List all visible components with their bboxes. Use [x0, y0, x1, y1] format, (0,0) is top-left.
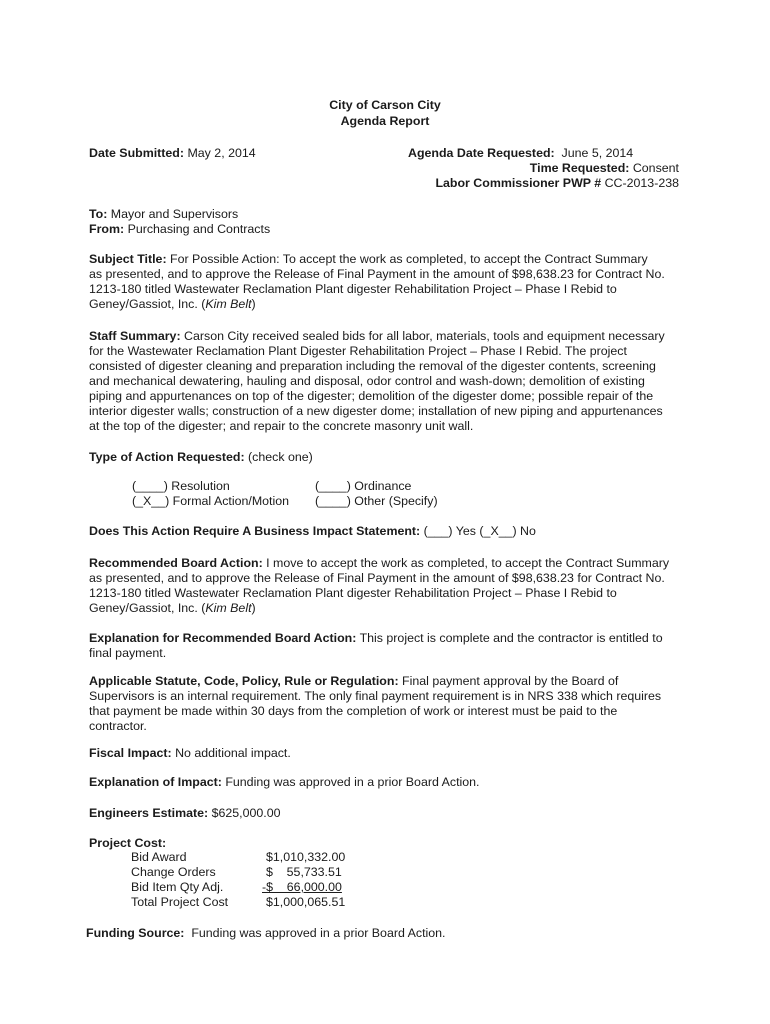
report-title: Agenda Report — [340, 114, 430, 128]
subject-line: Geney/Gassiot, Inc. (Kim Belt) — [89, 297, 256, 311]
subject-line: For Possible Action: To accept the work as completed, to accept the Contract Summary — [170, 252, 648, 266]
staff-summary-line: interior digester walls; construction of a new digester dome; installation of new piping and appurtenances — [89, 404, 663, 418]
explanation-board-label: Explanation for Recommended Board Action: — [89, 631, 357, 645]
cost-row-label: Bid Award — [131, 850, 187, 864]
action-type-hint: (check one) — [248, 450, 313, 464]
staff-summary-label: Staff Summary: — [89, 329, 181, 343]
to-label: To: — [89, 207, 108, 221]
statute-line: that payment be made within 30 days from the completion of work or interest must be paid to the — [89, 704, 618, 718]
business-impact-label: Does This Action Require A Business Impact Statement: — [89, 524, 421, 538]
statute-section — [89, 674, 689, 734]
statute-line: contractor. — [89, 719, 147, 733]
to-line — [89, 207, 238, 222]
impact-explanation — [89, 775, 480, 790]
cost-row-label: Change Orders — [131, 865, 216, 879]
recommended-action-section — [89, 556, 689, 616]
subject-line: as presented, and to approve the Release of Final Payment in the amount of $98,638.23 for Contract No. — [89, 267, 665, 281]
fiscal-impact-value: No additional impact. — [175, 746, 291, 760]
cost-row-value: $1,010,332.00 — [266, 850, 346, 864]
recommended-label: Recommended Board Action: — [89, 556, 263, 570]
from-label: From: — [89, 222, 125, 236]
staff-summary-line: consisted of digester cleaning and preparation including the removal of the digester contents, screening — [89, 359, 656, 373]
impact-explanation-value: Funding was approved in a prior Board Action. — [225, 775, 480, 789]
time-requested-value: Consent — [632, 161, 679, 175]
agenda-date-requested — [408, 146, 633, 161]
agenda-date-value: June 5, 2014 — [561, 146, 634, 160]
explanation-board-line: final payment. — [89, 646, 167, 660]
option-resolution: (____) Resolution — [132, 479, 230, 493]
city-title: City of Carson City — [329, 98, 441, 112]
project-cost-label: Project Cost: — [89, 836, 167, 850]
impact-explanation-label: Explanation of Impact: — [89, 775, 222, 789]
staff-summary-section — [89, 329, 689, 434]
subject-title-section — [89, 252, 689, 312]
subject-label: Subject Title: — [89, 252, 167, 266]
explanation-board-section — [89, 631, 689, 661]
cost-row-value: $ 55,733.51 — [266, 865, 342, 879]
engineers-estimate-label: Engineers Estimate: — [89, 806, 209, 820]
staff-summary-line: Carson City received sealed bids for all labor, materials, tools and equipment necessary — [184, 329, 665, 343]
statute-label: Applicable Statute, Code, Policy, Rule or Regulation: — [89, 674, 399, 688]
recommended-line: 1213-180 titled Wastewater Reclamation Plant digester Rehabilitation Project – Phase I Rebid to — [89, 586, 617, 600]
labor-label: Labor Commissioner PWP # — [435, 176, 602, 190]
staff-summary-line: piping and appurtenances on top of the digester; demolition of the digester dome; possible repair of the — [89, 389, 654, 403]
staff-summary-line: and mechanical dewatering, hauling and disposal, odor control and wash-down; demolition of existing — [89, 374, 645, 388]
action-type-heading — [89, 450, 313, 465]
funding-source — [86, 926, 446, 941]
cost-row-label: Bid Item Qty Adj. — [131, 880, 224, 894]
staff-name: Kim Belt — [205, 601, 252, 615]
recommended-line: I move to accept the work as completed, to accept the Contract Summary — [266, 556, 670, 570]
to-value: Mayor and Supervisors — [110, 207, 239, 221]
time-requested-label: Time Requested: — [529, 161, 630, 175]
action-type-label: Type of Action Requested: — [89, 450, 245, 464]
explanation-board-line: This project is complete and the contractor is entitled to — [359, 631, 663, 645]
statute-line: Supervisors is an internal requirement. The only final payment requirement is in NRS 338 which requires — [89, 689, 662, 703]
business-impact — [89, 524, 536, 539]
fiscal-impact-label: Fiscal Impact: — [89, 746, 172, 760]
labor-value: CC-2013-238 — [604, 176, 679, 190]
cost-row-value: $1,000,065.51 — [266, 895, 346, 909]
funding-source-label: Funding Source: — [86, 926, 185, 940]
from-value: Purchasing and Contracts — [127, 222, 271, 236]
recommended-line: Geney/Gassiot, Inc. (Kim Belt) — [89, 601, 256, 615]
recommended-line: as presented, and to approve the Release of Final Payment in the amount of $98,638.23 for Contract No. — [89, 571, 665, 585]
staff-name: Kim Belt — [205, 297, 252, 311]
agenda-date-label: Agenda Date Requested: — [408, 146, 555, 160]
engineers-estimate — [89, 806, 281, 821]
labor-commissioner — [279, 176, 679, 191]
cost-row-value: -$ 66,000.00 — [262, 880, 342, 894]
from-line — [89, 222, 270, 237]
business-impact-value: (___) Yes (_X__) No — [423, 524, 536, 538]
option-ordinance: (____) Ordinance — [315, 479, 412, 493]
option-formal-action: (_X__) Formal Action/Motion — [132, 494, 290, 508]
date-submitted — [89, 146, 256, 161]
date-submitted-label: Date Submitted: — [89, 146, 184, 160]
time-requested — [279, 161, 679, 176]
date-submitted-value: May 2, 2014 — [187, 146, 256, 160]
engineers-estimate-value: $625,000.00 — [211, 806, 281, 820]
statute-line: Final payment approval by the Board of — [402, 674, 619, 688]
funding-source-value: Funding was approved in a prior Board Action. — [191, 926, 446, 940]
subject-line: 1213-180 titled Wastewater Reclamation Plant digester Rehabilitation Project – Phase I Rebid to — [89, 282, 617, 296]
option-other: (____) Other (Specify) — [315, 494, 438, 508]
cost-row-label: Total Project Cost — [131, 895, 229, 909]
fiscal-impact — [89, 746, 291, 761]
staff-summary-line: at the top of the digester; and repair to the concrete masonry unit wall. — [89, 419, 474, 433]
staff-summary-line: for the Wastewater Reclamation Plant Digester Rehabilitation Project – Phase I Rebid. The project — [89, 344, 627, 358]
